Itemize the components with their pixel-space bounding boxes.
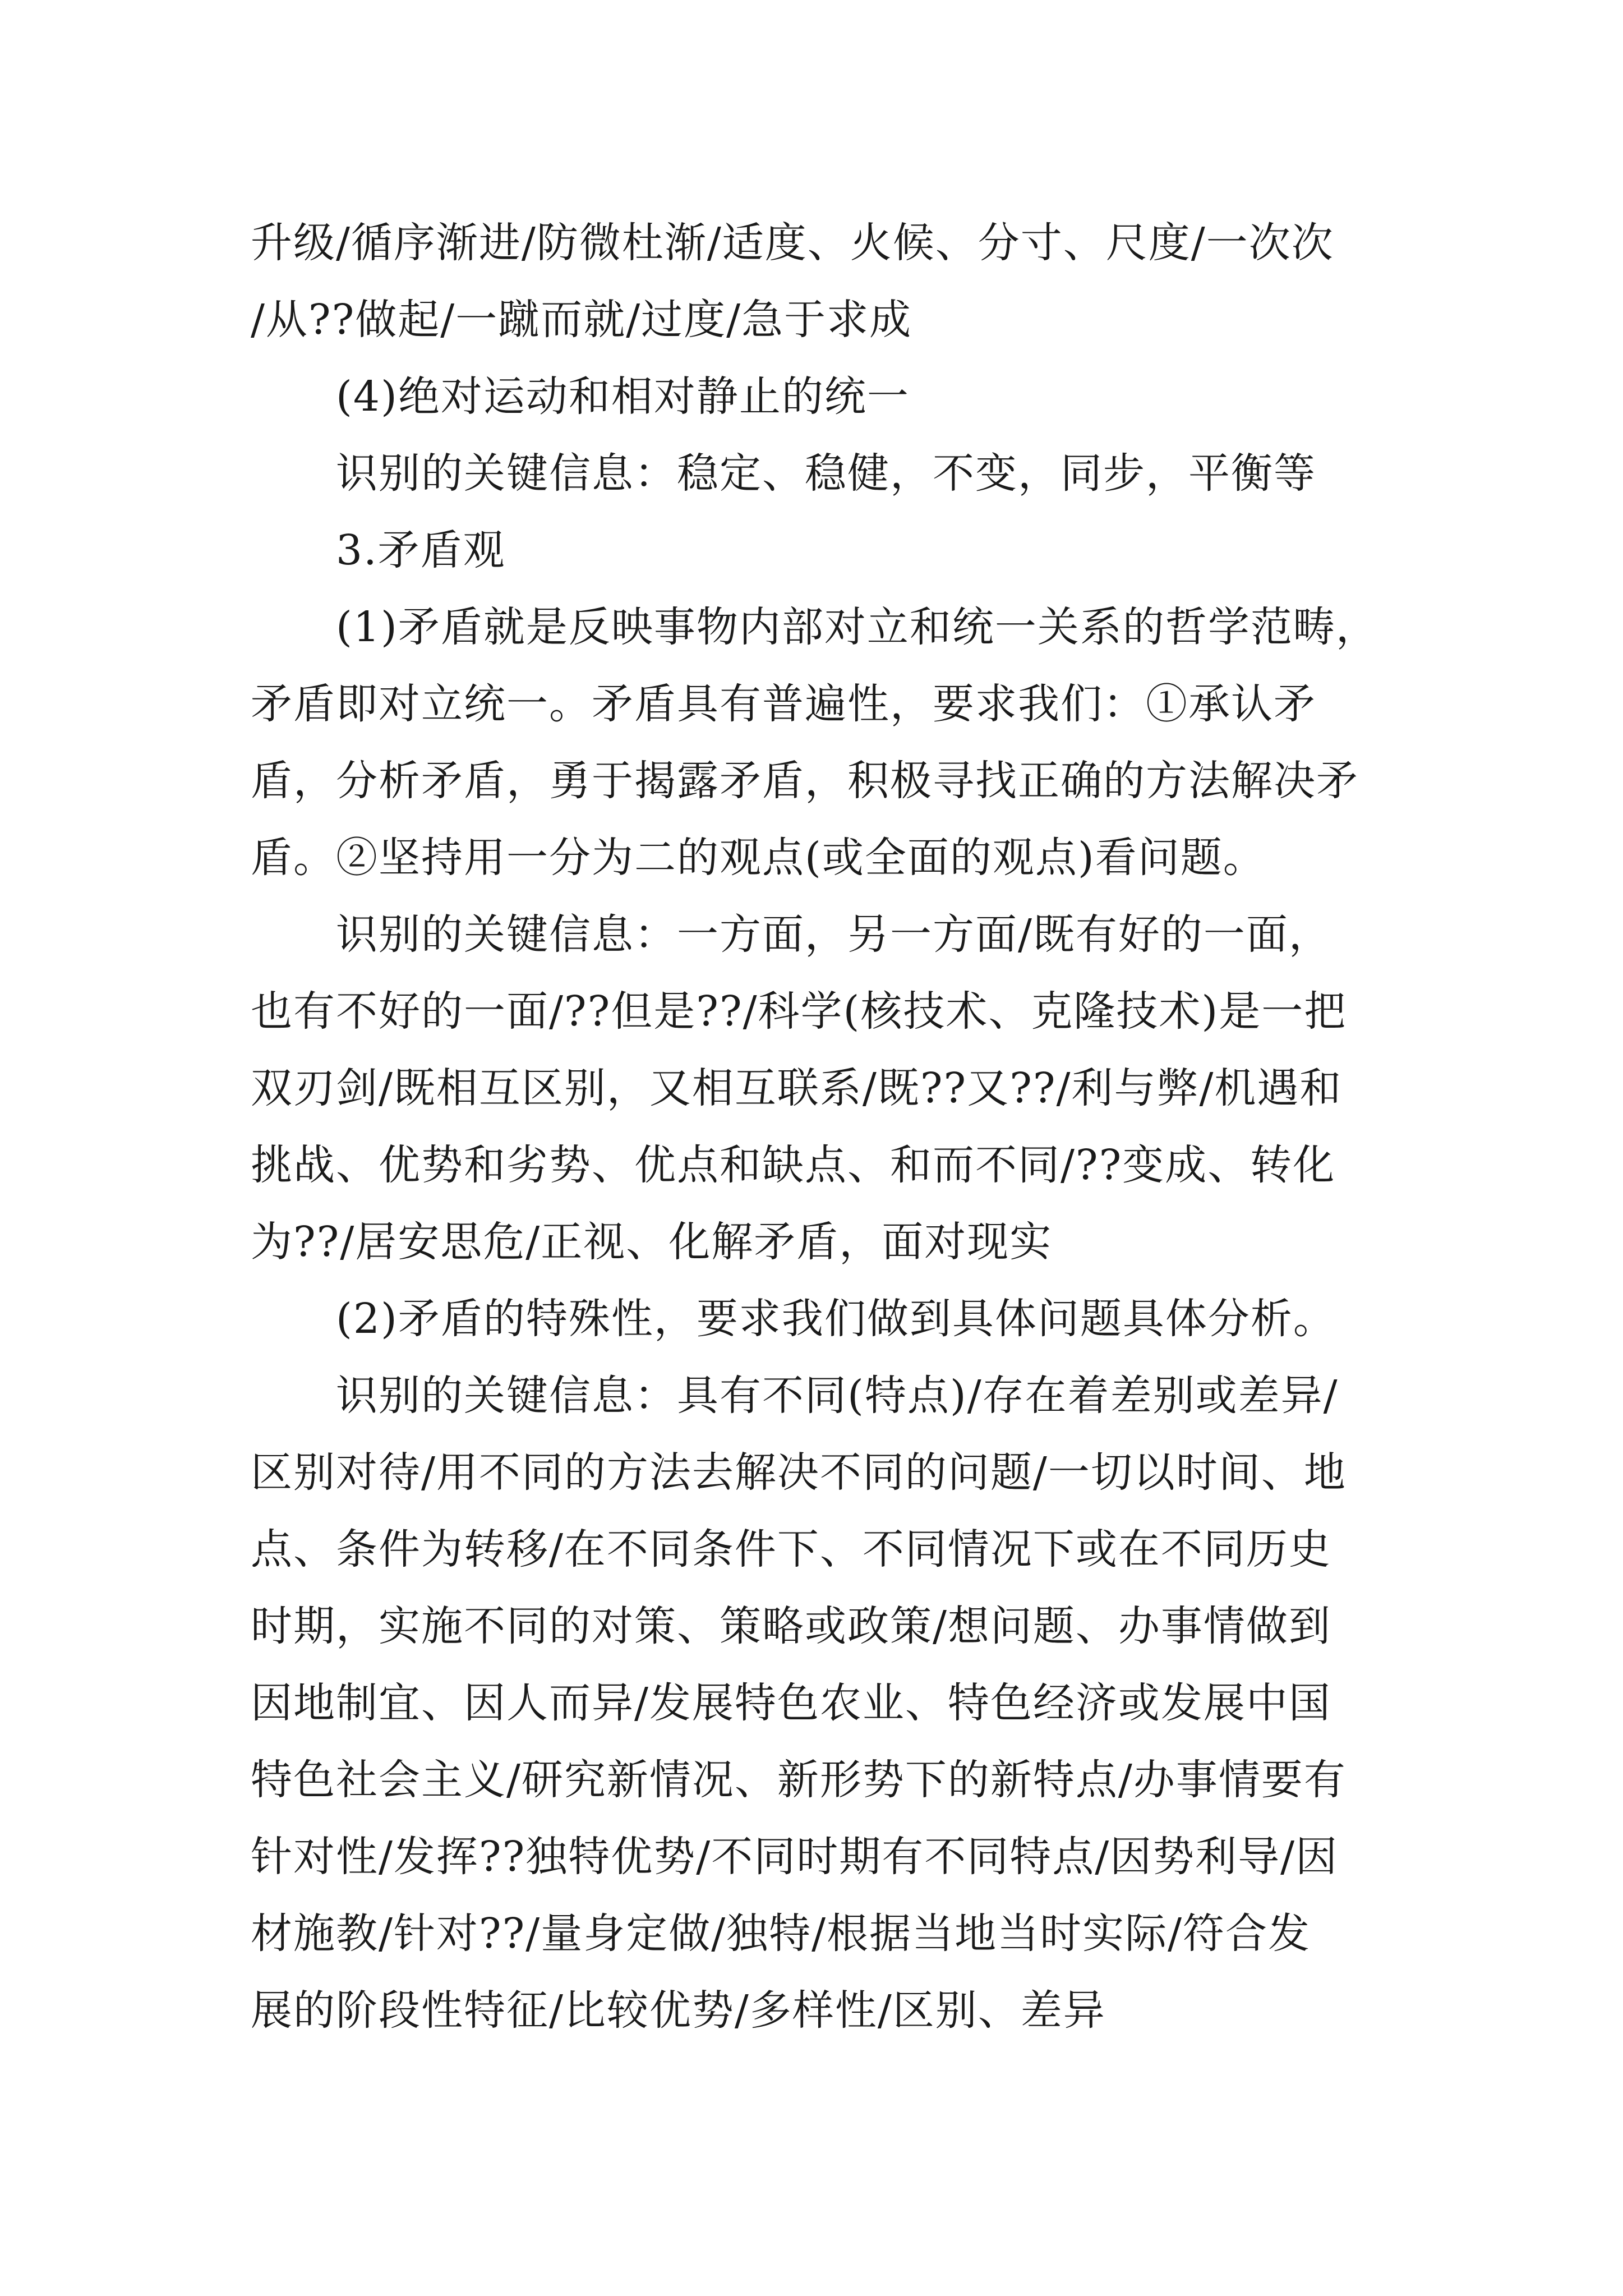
text-line: 因地制宜、因人而异/发展特色农业、特色经济或发展中国 [251, 1679, 1331, 1727]
section-heading: (2)矛盾的特殊性，要求我们做到具体问题具体分析。 [336, 1295, 1336, 1343]
text-line: 材施教/针对??/量身定做/独特/根据当地当时实际/符合发 [251, 1910, 1311, 1958]
text-line: 针对性/发挥??独特优势/不同时期有不同特点/因势利导/因 [251, 1833, 1339, 1881]
text-line: 点、条件为转移/在不同条件下、不同情况下或在不同历史 [251, 1525, 1331, 1573]
text-line: 盾，分析矛盾，勇于揭露矛盾，积极寻找正确的方法解决矛 [251, 757, 1359, 805]
text-line: 为??/居安思危/正视、化解矛盾，面对现实 [251, 1218, 1053, 1266]
text-line: 展的阶段性特征/比较优势/多样性/区别、差异 [251, 1986, 1106, 2035]
text-line: 识别的关键信息：具有不同(特点)/存在着差别或差异/ [336, 1372, 1339, 1420]
text-line: 区别对待/用不同的方法去解决不同的问题/一切以时间、地 [251, 1448, 1347, 1497]
text-line: 双刃剑/既相互区别，又相互联系/既??又??/利与弊/机遇和 [251, 1064, 1343, 1112]
text-line: 也有不好的一面/??但是??/科学(核技术、克隆技术)是一把 [251, 987, 1347, 1036]
text-line: (1)矛盾就是反映事物内部对立和统一关系的哲学范畴， [336, 603, 1378, 651]
text-line: 特色社会主义/研究新情况、新形势下的新特点/办事情要有 [251, 1756, 1347, 1804]
text-line: 时期，实施不同的对策、策略或政策/想问题、办事情做到 [251, 1602, 1331, 1650]
text-line: 升级/循序渐进/防微杜渐/适度、火候、分寸、尺度/一次次 [251, 219, 1334, 267]
body-text [251, 205, 1384, 2049]
text-line: 识别的关键信息：一方面，另一方面/既有好的一面， [336, 910, 1331, 959]
text-line: 挑战、优势和劣势、优点和缺点、和而不同/??变成、转化 [251, 1141, 1336, 1189]
section-heading: 3.矛盾观 [336, 526, 506, 574]
text-line: 盾。②坚持用一分为二的观点(或全面的观点)看问题。 [251, 834, 1266, 882]
text-line: 矛盾即对立统一。矛盾具有普遍性，要求我们：①承认矛 [251, 680, 1316, 728]
text-line: 识别的关键信息：稳定、稳健，不变，同步，平衡等 [336, 449, 1316, 498]
text-line: /从??做起/一蹴而就/过度/急于求成 [251, 296, 912, 344]
section-heading: (4)绝对运动和相对静止的统一 [336, 372, 910, 421]
